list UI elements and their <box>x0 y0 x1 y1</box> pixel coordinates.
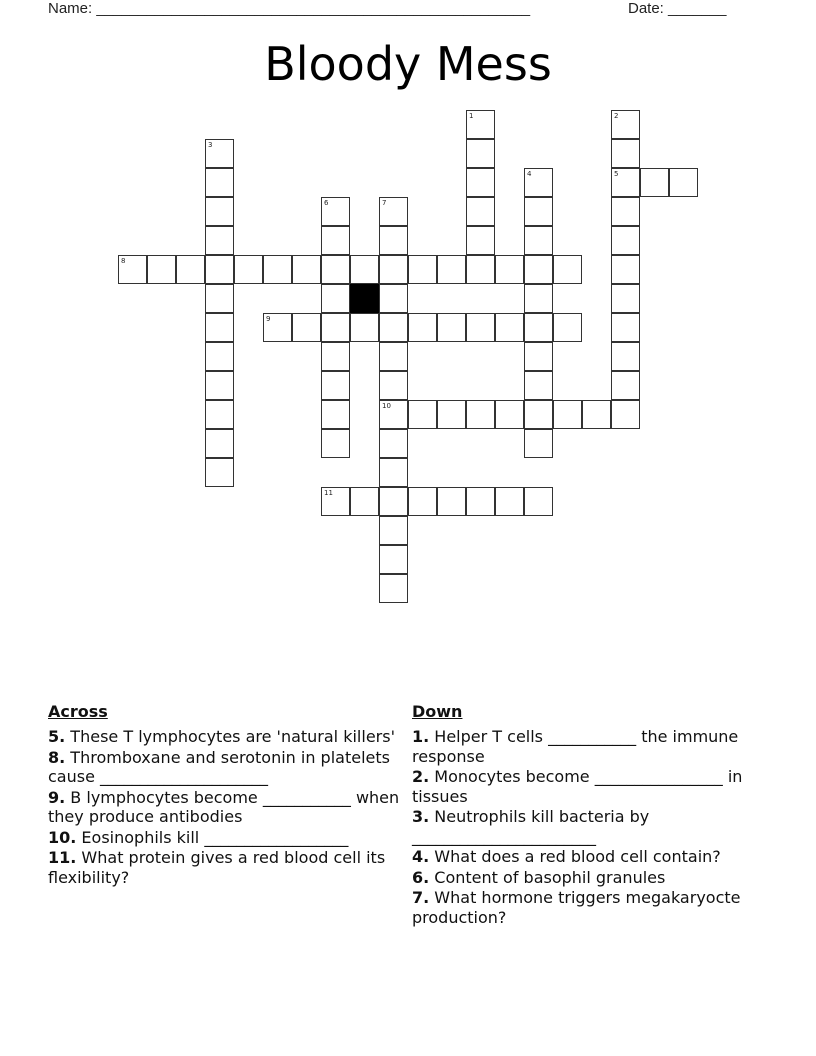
grid-cell[interactable] <box>611 255 640 284</box>
clue-number: 11. <box>48 848 77 867</box>
cell-number: 3 <box>208 141 213 149</box>
grid-cell[interactable] <box>379 284 408 313</box>
grid-cell[interactable] <box>466 255 495 284</box>
clue-down-7 <box>412 888 768 927</box>
grid-cell[interactable] <box>205 168 234 197</box>
grid-cell[interactable] <box>379 197 408 226</box>
grid-cell[interactable] <box>321 226 350 255</box>
cell-number: 9 <box>266 315 271 323</box>
down-heading: Down <box>412 702 463 721</box>
clue-text: Monocytes become ________________ in tissues <box>412 767 743 806</box>
grid-cell[interactable] <box>524 168 553 197</box>
grid-cell[interactable] <box>350 487 379 516</box>
grid-cell[interactable] <box>350 255 379 284</box>
grid-cell[interactable] <box>379 574 408 603</box>
grid-cell[interactable] <box>553 400 582 429</box>
grid-cell[interactable] <box>379 342 408 371</box>
clue-text: Neutrophils kill bacteria by _______________________ <box>412 807 650 846</box>
grid-cell[interactable] <box>263 313 292 342</box>
across-heading: Across <box>48 702 108 721</box>
grid-cell[interactable] <box>321 313 350 342</box>
grid-cell[interactable] <box>205 226 234 255</box>
grid-cell[interactable] <box>205 400 234 429</box>
clue-number: 6. <box>412 867 430 887</box>
cell-number: 11 <box>324 489 333 497</box>
clue-text: B lymphocytes become ___________ when they produce antibodies <box>48 787 400 826</box>
grid-cell[interactable] <box>524 342 553 371</box>
grid-cell[interactable] <box>495 487 524 516</box>
grid-cell[interactable] <box>524 197 553 226</box>
grid-cell[interactable] <box>379 516 408 545</box>
page-title: Bloody Mess <box>264 37 552 91</box>
grid-cell[interactable] <box>611 342 640 371</box>
grid-cell[interactable] <box>379 255 408 284</box>
grid-cell[interactable] <box>379 429 408 458</box>
grid-cell[interactable] <box>205 313 234 342</box>
grid-cell[interactable] <box>582 400 611 429</box>
grid-cell[interactable] <box>640 168 669 197</box>
grid-cell[interactable] <box>495 255 524 284</box>
grid-cell[interactable] <box>611 139 640 168</box>
grid-cell[interactable] <box>524 226 553 255</box>
cell-number: 4 <box>527 170 532 178</box>
grid-cell[interactable] <box>524 255 553 284</box>
grid-cell[interactable] <box>379 226 408 255</box>
grid-cell[interactable] <box>205 458 234 487</box>
date-field[interactable]: Date: _______ <box>628 0 727 17</box>
grid-cell[interactable] <box>611 284 640 313</box>
grid-cell[interactable] <box>466 487 495 516</box>
clue-text: Eosinophils kill __________________ <box>76 827 349 847</box>
grid-cell[interactable] <box>379 545 408 574</box>
grid-cell[interactable] <box>263 255 292 284</box>
grid-cell[interactable] <box>321 255 350 284</box>
clue-text: These T lymphocytes are 'natural killers' <box>65 727 395 746</box>
grid-cell[interactable] <box>321 429 350 458</box>
clue-across-11 <box>48 848 400 887</box>
grid-cell[interactable] <box>205 139 234 168</box>
clue-text: Thromboxane and serotonin in platelets cause _____________________ <box>48 747 390 786</box>
grid-cell[interactable] <box>524 429 553 458</box>
clue-number: 7. <box>412 888 430 907</box>
grid-cell[interactable] <box>379 487 408 516</box>
clue-number: 4. <box>412 847 430 866</box>
grid-cell[interactable] <box>437 400 466 429</box>
grid-cell[interactable] <box>408 255 437 284</box>
clue-number: 8. <box>48 747 66 767</box>
grid-cell[interactable] <box>466 226 495 255</box>
cell-number: 1 <box>469 112 474 120</box>
grid-cell[interactable] <box>205 284 234 313</box>
grid-cell[interactable] <box>611 371 640 400</box>
grid-cell[interactable] <box>176 255 205 284</box>
grid-cell[interactable] <box>205 342 234 371</box>
clue-number: 1. <box>412 727 430 746</box>
grid-cell[interactable] <box>495 313 524 342</box>
clue-across-9 <box>48 788 400 827</box>
grid-cell[interactable] <box>118 255 147 284</box>
grid-cell[interactable] <box>611 110 640 139</box>
grid-cell[interactable] <box>466 197 495 226</box>
grid-cell[interactable] <box>553 313 582 342</box>
cell-number: 7 <box>382 199 387 207</box>
name-field[interactable]: Name: ____________________________________________________ <box>48 0 531 17</box>
grid-cell[interactable] <box>524 487 553 516</box>
cell-number: 6 <box>324 199 329 207</box>
grid-cell[interactable] <box>669 168 698 197</box>
grid-cell[interactable] <box>321 342 350 371</box>
clue-text: Content of basophil granules <box>429 867 666 887</box>
grid-cell[interactable] <box>495 400 524 429</box>
grid-cell[interactable] <box>379 458 408 487</box>
across-clues <box>48 702 400 887</box>
grid-cell[interactable] <box>321 487 350 516</box>
grid-cell[interactable] <box>437 313 466 342</box>
grid-cell[interactable] <box>466 168 495 197</box>
grid-cell[interactable] <box>147 255 176 284</box>
grid-cell[interactable] <box>408 487 437 516</box>
grid-cell[interactable] <box>466 139 495 168</box>
grid-cell[interactable] <box>379 371 408 400</box>
clue-text: What does a red blood cell contain? <box>429 847 721 866</box>
grid-cell[interactable] <box>408 313 437 342</box>
grid-cell[interactable] <box>205 197 234 226</box>
clue-across-10 <box>48 828 400 848</box>
clue-number: 10. <box>48 827 77 847</box>
grid-cell[interactable] <box>524 313 553 342</box>
down-clues <box>412 702 768 927</box>
grid-cell[interactable] <box>611 226 640 255</box>
block-cell <box>350 284 379 313</box>
clue-text: What hormone triggers megakaryocte production? <box>412 888 741 927</box>
grid-cell[interactable] <box>408 400 437 429</box>
grid-cell[interactable] <box>350 313 379 342</box>
grid-cell[interactable] <box>466 313 495 342</box>
grid-cell[interactable] <box>611 168 640 197</box>
grid-cell[interactable] <box>292 255 321 284</box>
clue-number: 9. <box>48 787 66 807</box>
grid-cell[interactable] <box>205 429 234 458</box>
grid-cell[interactable] <box>437 255 466 284</box>
grid-cell[interactable] <box>379 313 408 342</box>
cell-number: 2 <box>614 112 619 120</box>
grid-cell[interactable] <box>292 313 321 342</box>
grid-cell[interactable] <box>379 400 408 429</box>
cell-number: 10 <box>382 402 391 410</box>
cell-number: 8 <box>121 257 126 265</box>
clue-down-3 <box>412 807 768 846</box>
clue-across-5 <box>48 727 400 747</box>
clue-text: Helper T cells ___________ the immune response <box>412 727 739 766</box>
clue-down-2 <box>412 767 768 806</box>
clue-number: 2. <box>412 767 430 786</box>
grid-cell[interactable] <box>466 110 495 139</box>
grid-cell[interactable] <box>205 371 234 400</box>
grid-cell[interactable] <box>524 284 553 313</box>
clue-text: What protein gives a red blood cell its flexibility? <box>48 848 386 887</box>
clue-down-6 <box>412 868 768 888</box>
grid-cell[interactable] <box>321 400 350 429</box>
grid-cell[interactable] <box>553 255 582 284</box>
clue-number: 3. <box>412 807 430 826</box>
grid-cell[interactable] <box>321 284 350 313</box>
grid-cell[interactable] <box>611 313 640 342</box>
grid-cell[interactable] <box>524 400 553 429</box>
clue-number: 5. <box>48 727 66 746</box>
grid-cell[interactable] <box>611 400 640 429</box>
cell-number: 5 <box>614 170 619 178</box>
grid-cell[interactable] <box>611 197 640 226</box>
grid-cell[interactable] <box>321 371 350 400</box>
clue-across-8 <box>48 748 400 787</box>
grid-cell[interactable] <box>234 255 263 284</box>
grid-cell[interactable] <box>437 487 466 516</box>
clue-down-1 <box>412 727 768 766</box>
clue-down-4 <box>412 847 768 867</box>
grid-cell[interactable] <box>466 400 495 429</box>
grid-cell[interactable] <box>321 197 350 226</box>
grid-cell[interactable] <box>205 255 234 284</box>
grid-cell[interactable] <box>524 371 553 400</box>
